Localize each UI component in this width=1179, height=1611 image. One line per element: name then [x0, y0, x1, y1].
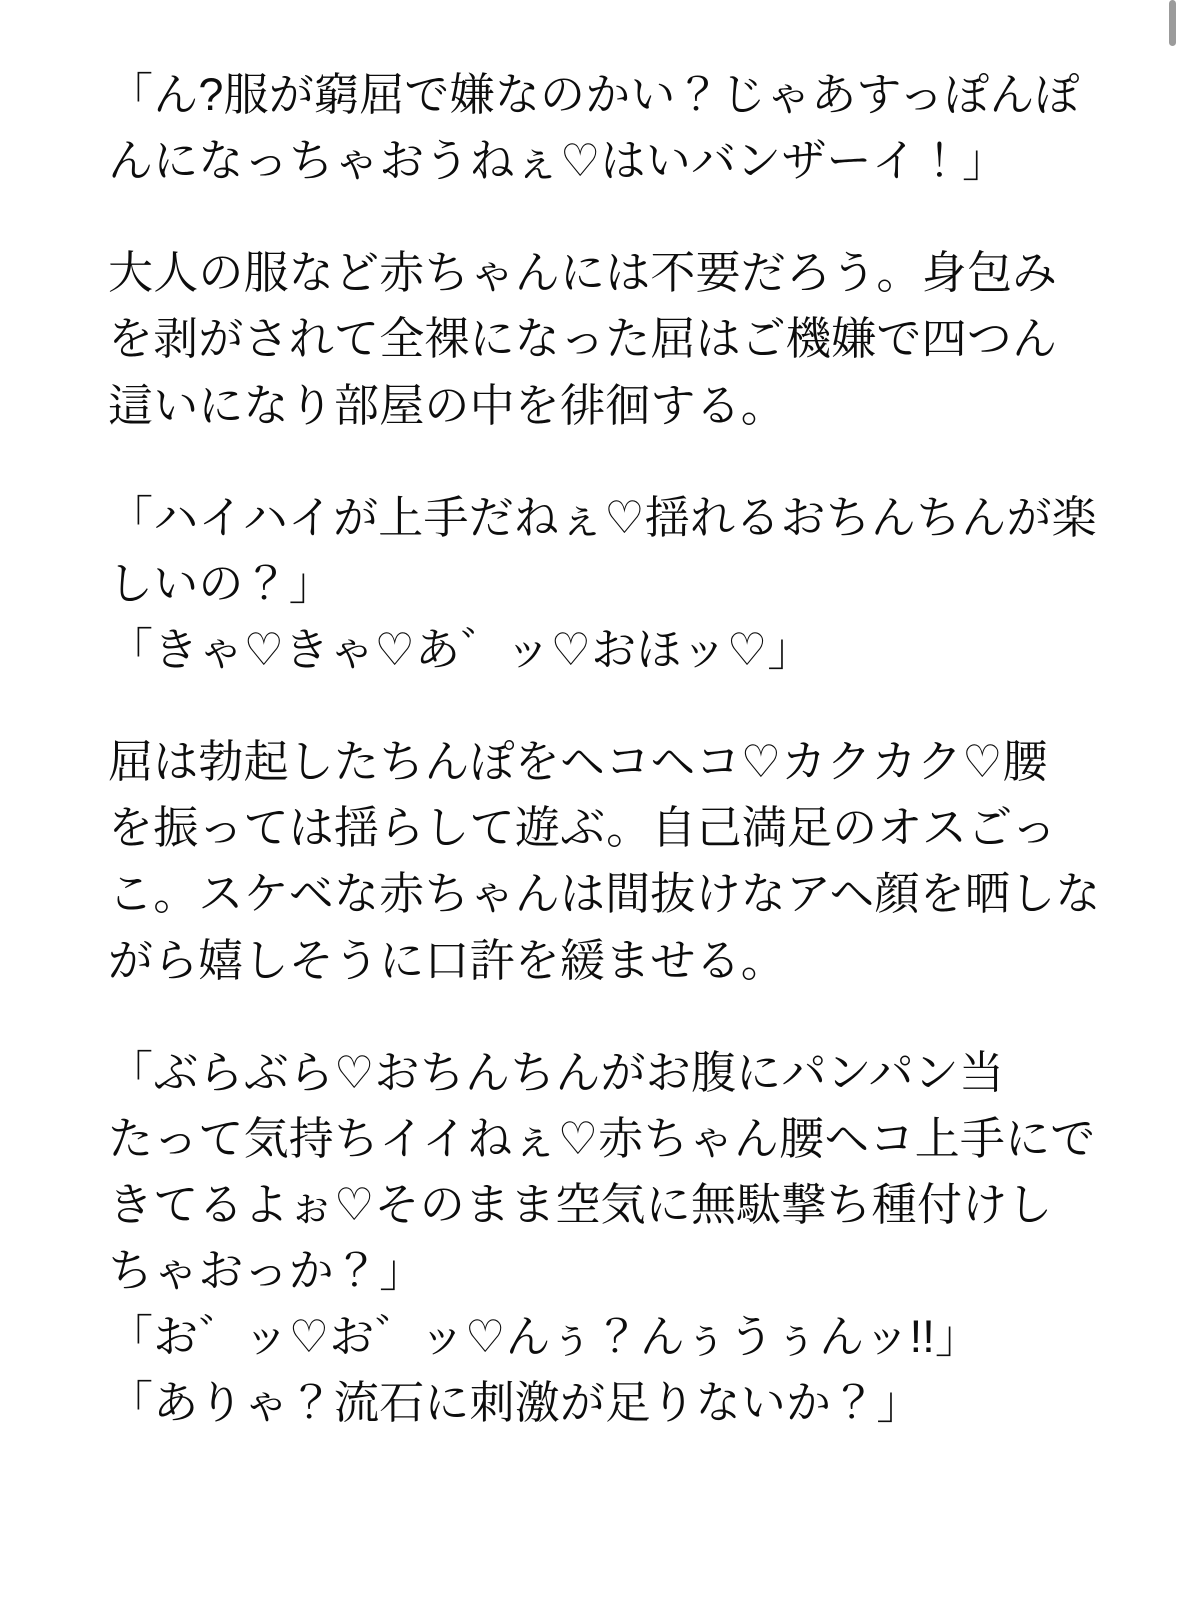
text-line: 「ぶらぶら♡おちんちんがお腹にパンパン当: [108, 1046, 1005, 1098]
text-block-narration-2: [108, 729, 1101, 994]
text-line: こ。スケベな赤ちゃんは間抜けなアヘ顔を晒しな: [108, 868, 1101, 920]
text-line: 大人の服など赤ちゃんには不要だろう。身包み: [108, 247, 1058, 299]
vertical-scrollbar[interactable]: [1165, 0, 1179, 1611]
text-line: しいの？」: [108, 557, 335, 609]
text-line: 「お゛ッ♡お゛ッ♡んぅ？んぅうぅんッ!!」: [108, 1311, 981, 1363]
text-line: きてるよぉ♡そのまま空気に無駄撃ち種付けし: [108, 1178, 1053, 1230]
text-line: がら嬉しそうに口許を緩ませる。: [108, 934, 787, 986]
scrollbar-thumb[interactable]: [1169, 0, 1176, 46]
text-line: 「きゃ♡きゃ♡あ゛ッ♡おほッ♡」: [108, 623, 813, 675]
text-block-dialogue-1: [108, 62, 1080, 194]
text-line: 屈は勃起したちんぽをヘコヘコ♡カクカク♡腰: [108, 736, 1048, 788]
text-line: 「ありゃ？流石に刺激が足りないか？」: [108, 1377, 922, 1429]
text-block-narration-1: [108, 240, 1059, 438]
text-block-dialogue-2: [108, 485, 1097, 683]
text-line: 「ん?服が窮屈で嫌なのかい？じゃあすっぽんぽ: [108, 69, 1080, 120]
text-block-dialogue-3: [108, 1040, 1096, 1437]
text-line: ちゃおっか？」: [108, 1245, 425, 1297]
text-line: 這いになり部屋の中を徘徊する。: [108, 379, 787, 431]
text-line: たって気持ちイイねぇ♡赤ちゃん腰ヘコ上手にで: [108, 1112, 1096, 1164]
text-line: んになっちゃおうねぇ♡はいバンザーイ！」: [108, 135, 1008, 187]
text-line: を剥がされて全裸になった屈はご機嫌で四つん: [108, 313, 1058, 365]
text-line: を振っては揺らして遊ぶ。自己満足のオスごっ: [108, 802, 1057, 854]
text-line: 「ハイハイが上手だねぇ♡揺れるおちんちんが楽: [108, 491, 1097, 543]
